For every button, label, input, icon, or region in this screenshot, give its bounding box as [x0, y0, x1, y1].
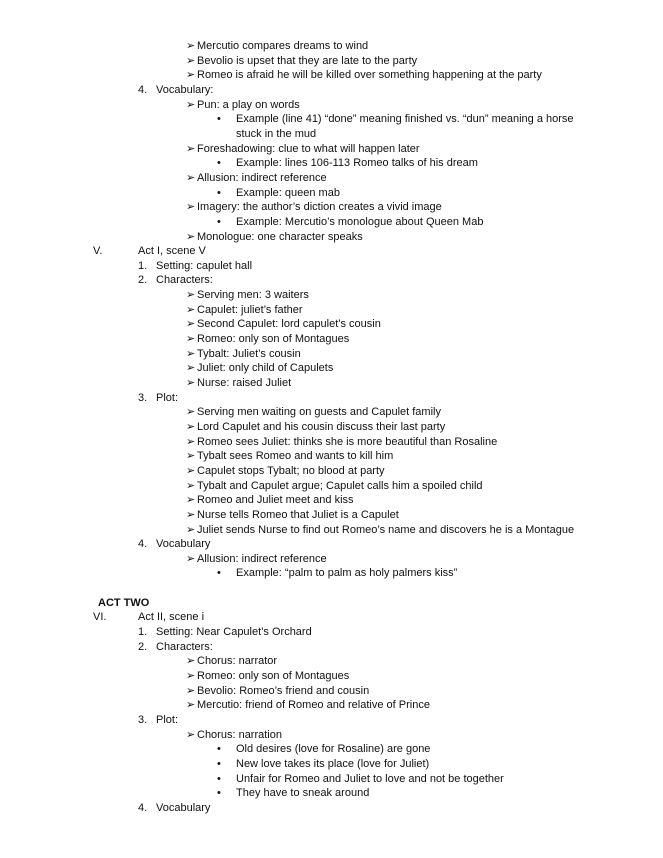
- dot-bullet-icon: •: [217, 743, 221, 756]
- arrow-bullet-icon: ➢: [186, 40, 196, 52]
- line-text: Chorus: narration: [197, 728, 282, 741]
- arrow-bullet-icon: ➢: [186, 333, 196, 345]
- line-text: They have to sneak around: [236, 787, 370, 800]
- arrow-bullet-icon: ➢: [186, 303, 196, 316]
- line-text: Unfair for Romeo and Juliet to love and not be together: [236, 772, 504, 785]
- line-text: Example: lines 106-113 Romeo talks of his dream: [236, 157, 478, 170]
- line-text: Characters:: [156, 274, 213, 287]
- line-text: Romeo: only son of Montagues: [197, 333, 350, 345]
- line-text: Pun: a play on words: [197, 98, 300, 111]
- line-text: Allusion: indirect reference: [197, 171, 327, 184]
- line-text: Plot:: [156, 391, 179, 404]
- line-text: Mercutio compares dreams to wind: [197, 40, 369, 52]
- arrow-bullet-icon: ➢: [186, 494, 196, 507]
- arrow-bullet-icon: ➢: [186, 655, 196, 668]
- arrow-bullet-icon: ➢: [186, 479, 196, 492]
- line-text: Lord Capulet and his cousin discuss their last party: [197, 420, 446, 433]
- line-text: ACT TWO: [98, 596, 150, 609]
- line-text: Romeo: only son of Montagues: [197, 670, 350, 682]
- list-marker: 3.: [138, 391, 148, 404]
- arrow-bullet-icon: ➢: [186, 69, 196, 82]
- line-text: Second Capulet: lord capulet’s cousin: [197, 318, 381, 331]
- line-text: Tybalt and Capulet argue; Capulet calls him a spoiled child: [197, 479, 483, 492]
- list-marker: 4.: [138, 801, 148, 814]
- arrow-bullet-icon: ➢: [186, 450, 196, 463]
- list-marker: 2.: [138, 640, 148, 653]
- line-text: Tybalt: Juliet’s cousin: [197, 347, 301, 360]
- arrow-bullet-icon: ➢: [186, 523, 196, 536]
- line-text: Characters:: [156, 640, 213, 653]
- line-text: Nurse: raised Juliet: [197, 376, 292, 389]
- arrow-bullet-icon: ➢: [186, 201, 196, 214]
- line-text: Serving men: 3 waiters: [197, 289, 309, 302]
- arrow-bullet-icon: ➢: [186, 508, 196, 521]
- line-text: Example (line 41) “done” meaning finished vs. “dun” meaning a horse: [236, 113, 574, 126]
- line-text: New love takes its place (love for Juliet): [236, 757, 430, 770]
- dot-bullet-icon: •: [217, 186, 221, 199]
- dot-bullet-icon: •: [217, 215, 221, 228]
- list-marker: VI.: [93, 611, 107, 624]
- line-text: Mercutio: friend of Romeo and relative of Prince: [197, 699, 430, 712]
- dot-bullet-icon: •: [217, 772, 221, 785]
- line-text: stuck in the mud: [236, 127, 317, 140]
- line-text: Serving men waiting on guests and Capulet family: [197, 406, 441, 419]
- arrow-bullet-icon: ➢: [186, 230, 196, 243]
- line-text: Bevolio is upset that they are late to the party: [197, 54, 418, 67]
- list-marker: V.: [93, 245, 103, 258]
- arrow-bullet-icon: ➢: [186, 142, 196, 155]
- dot-bullet-icon: •: [217, 113, 221, 126]
- line-text: Monologue: one character speaks: [197, 230, 363, 243]
- line-text: Tybalt sees Romeo and wants to kill him: [197, 450, 394, 463]
- dot-bullet-icon: •: [217, 787, 221, 800]
- line-text: Bevolio: Romeo’s friend and cousin: [197, 684, 370, 697]
- arrow-bullet-icon: ➢: [186, 420, 196, 433]
- list-marker: 3.: [138, 713, 148, 726]
- line-text: Allusion: indirect reference: [197, 552, 327, 565]
- arrow-bullet-icon: ➢: [186, 171, 196, 184]
- arrow-bullet-icon: ➢: [186, 728, 196, 741]
- line-text: Juliet: only child of Capulets: [197, 362, 334, 375]
- arrow-bullet-icon: ➢: [186, 406, 196, 419]
- arrow-bullet-icon: ➢: [186, 98, 196, 111]
- dot-bullet-icon: •: [217, 757, 221, 770]
- line-text: Act II, scene i: [138, 611, 205, 624]
- arrow-bullet-icon: ➢: [186, 435, 196, 448]
- arrow-bullet-icon: ➢: [186, 684, 196, 697]
- arrow-bullet-icon: ➢: [186, 54, 196, 67]
- line-text: Chorus: narrator: [197, 655, 278, 668]
- line-text: Example: Mercutio’s monologue about Queen Mab: [236, 215, 484, 228]
- line-text: Vocabulary: [156, 801, 211, 814]
- list-marker: 2.: [138, 274, 148, 287]
- line-text: Old desires (love for Rosaline) are gone: [236, 743, 431, 756]
- line-text: Capulet: juliet’s father: [197, 303, 303, 316]
- line-text: Nurse tells Romeo that Juliet is a Capulet: [197, 508, 399, 521]
- line-text: Romeo sees Juliet: thinks she is more beautiful than Rosaline: [197, 435, 498, 448]
- list-marker: 4.: [138, 84, 148, 96]
- arrow-bullet-icon: ➢: [186, 362, 196, 375]
- line-text: Example: queen mab: [236, 186, 340, 199]
- arrow-bullet-icon: ➢: [186, 699, 196, 712]
- dot-bullet-icon: •: [217, 567, 221, 580]
- dot-bullet-icon: •: [217, 157, 221, 170]
- line-text: Romeo is afraid he will be killed over something happening at the party: [197, 69, 542, 82]
- line-text: Example: “palm to palm as holy palmers kiss”: [236, 567, 458, 580]
- line-text: Juliet sends Nurse to find out Romeo’s name and discovers he is a Montague: [197, 523, 575, 536]
- line-text: Vocabulary: [156, 538, 211, 551]
- line-text: Plot:: [156, 713, 179, 726]
- line-text: Setting: capulet hall: [156, 259, 253, 272]
- arrow-bullet-icon: ➢: [186, 318, 196, 331]
- line-text: Foreshadowing: clue to what will happen later: [197, 142, 420, 155]
- arrow-bullet-icon: ➢: [186, 347, 196, 360]
- list-marker: 4.: [138, 538, 148, 551]
- list-marker: 1.: [138, 259, 148, 272]
- arrow-bullet-icon: ➢: [186, 670, 196, 682]
- line-text: Vocabulary:: [156, 84, 214, 96]
- line-text: Imagery: the author’s diction creates a vivid image: [197, 201, 442, 214]
- line-text: Setting: Near Capulet’s Orchard: [156, 626, 312, 638]
- list-marker: 1.: [138, 626, 148, 638]
- arrow-bullet-icon: ➢: [186, 552, 196, 565]
- arrow-bullet-icon: ➢: [186, 464, 196, 477]
- arrow-bullet-icon: ➢: [186, 376, 196, 389]
- line-text: Capulet stops Tybalt; no blood at party: [197, 464, 385, 477]
- line-text: Act I, scene V: [138, 245, 206, 258]
- line-text: Romeo and Juliet meet and kiss: [197, 494, 354, 507]
- arrow-bullet-icon: ➢: [186, 289, 196, 302]
